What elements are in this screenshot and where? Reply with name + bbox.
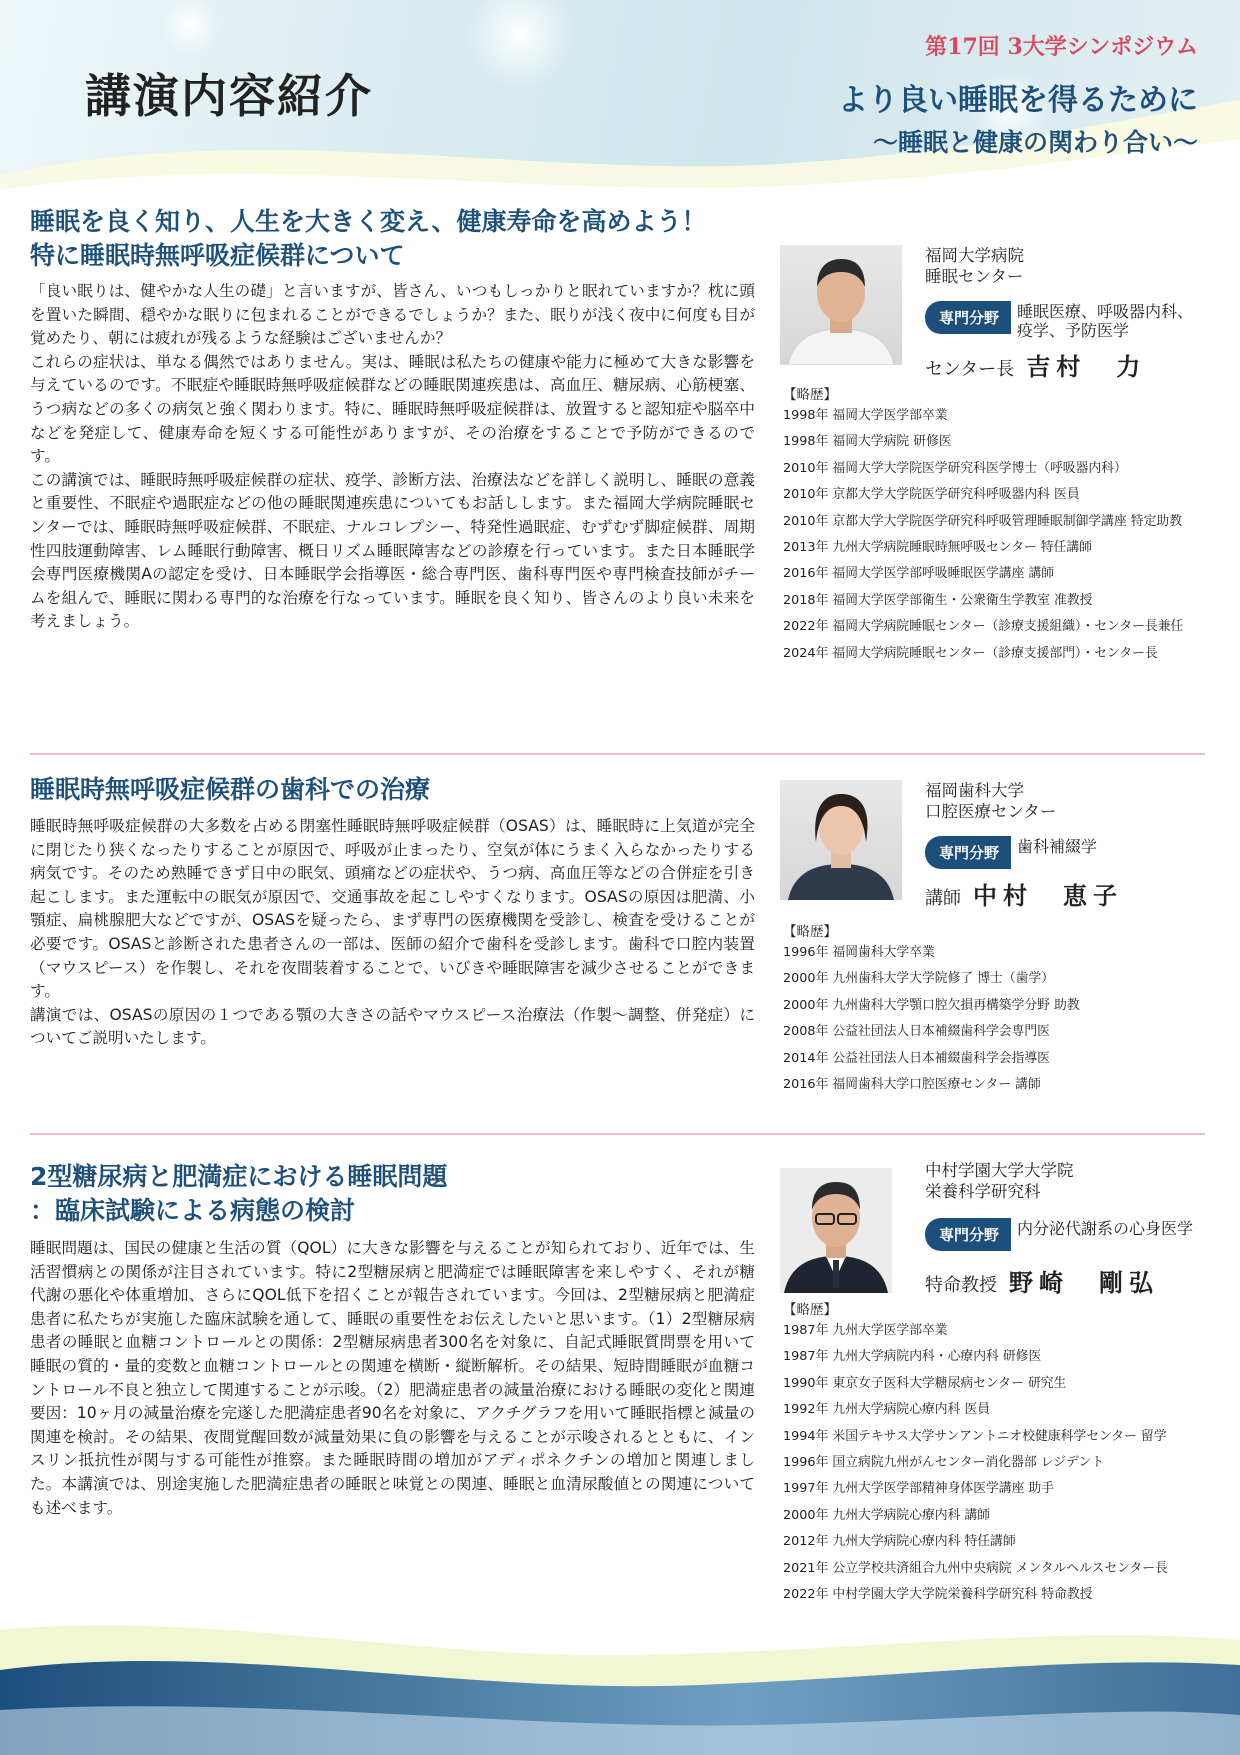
career-item: 2000年 九州歯科大学顎口腔欠損再構築学分野 助教 bbox=[783, 997, 1080, 1013]
speaker-position: センター長 bbox=[925, 359, 1015, 380]
career-item: 2016年 福岡大学医学部呼吸睡眠医学講座 講師 bbox=[783, 566, 1055, 582]
career-list bbox=[783, 403, 1183, 667]
speaker-affiliation: 福岡歯科大学 口腔医療センター bbox=[925, 781, 1057, 821]
career-item: 1998年 福岡大学病院 研修医 bbox=[783, 434, 952, 450]
career-item: 2000年 九州歯科大学大学院修了 博士（歯学） bbox=[783, 971, 1055, 987]
specialty-badge: 専門分野 bbox=[925, 1218, 1011, 1251]
career-item: 2010年 京都大学大学院医学研究科呼吸器内科 医員 bbox=[783, 487, 1080, 503]
lecture-2 bbox=[30, 773, 1210, 1093]
lecture-title: 2型糖尿病と肥満症における睡眠問題 ：臨床試験による病態の検討 bbox=[30, 1162, 448, 1225]
speaker-name: 中村 恵子 bbox=[973, 881, 1123, 910]
career-heading: 【略歴】 bbox=[783, 1302, 837, 1318]
specialty-row bbox=[925, 301, 1193, 340]
speaker-affiliation: 中村学園大学大学院 栄養科学研究科 bbox=[925, 1161, 1074, 1201]
career-item: 1994年 米国テキサス大学サンアントニオ校健康科学センター 留学 bbox=[783, 1428, 1167, 1444]
career-item: 1992年 九州大学病院心療内科 医員 bbox=[783, 1402, 991, 1418]
career-item: 2014年 公益社団法人日本補綴歯科学会指導医 bbox=[783, 1050, 1050, 1066]
career-item: 2018年 福岡大学医学部衛生・公衆衛生学教室 准教授 bbox=[783, 592, 1093, 608]
lecture-3 bbox=[30, 1160, 1210, 1603]
lecture-abstract bbox=[30, 815, 755, 1051]
career-item: 2021年 公立学校共済組合九州中央病院 メンタルヘルスセンター長 bbox=[783, 1560, 1168, 1576]
lecture-title: 睡眠時無呼吸症候群の歯科での治療 bbox=[30, 775, 431, 804]
symposium-subtitle: ～睡眠と健康の関わり合い～ bbox=[872, 128, 1198, 157]
abstract-paragraph: 睡眠問題は、国民の健康と生活の質（QOL）に大きな影響を与えることが知られており、近年では、生活習慣病との関係が注目されています。特に2型糖尿病と肥満症では睡眠障害を来しやすく、それが糖代謝の悪化や体重増加、さらにQOL低下を招くことが報告されています。今回は、2型糖尿病と肥満症患者に私たちが実施した臨床試験を通して、睡眠の重要性をお伝えしたいと思います。（1）2型糖尿病患者の睡眠と血糖コントロールとの関係：2型糖尿病患者300名を対象に、自記式睡眠質問票を用いて睡眠の質的・量的変数と血糖コントロールとの関連を横断・縦断解析。その結果、短時間睡眠が血糖コントロール不良と独立して関連することが示唆。（2）肥満症患者の減量治療における睡眠の変化と関連要因：10ヶ月の減量治療を完遂した肥満症患者90名を対象に、アクチグラフを用いて睡眠指標と減量の関連を検討。その結果、夜間覚醒回数が減量効果に負の影響を与えることが示唆されるとともに、インスリン抵抗性が関与する可能性が推察。また睡眠時間の増加がアディポネクチンの増加と関連しました。本講演では、別途実施した肥満症患者の睡眠と味覚との関連、睡眠と血清尿酸値との関連についても述べます。 bbox=[30, 1239, 755, 1517]
symposium-header bbox=[838, 30, 1198, 159]
career-list bbox=[783, 940, 1080, 1098]
speaker-name-row bbox=[925, 1263, 1159, 1298]
section-divider bbox=[30, 753, 1205, 755]
career-item: 1996年 福岡歯科大学卒業 bbox=[783, 945, 935, 960]
lecture-title: 睡眠を良く知り、人生を大きく変え、健康寿命を高めよう！ 特に睡眠時無呼吸症候群について bbox=[30, 207, 707, 270]
career-item: 2024年 福岡大学病院睡眠センター（診療支援部門）・センター長 bbox=[783, 645, 1158, 661]
symposium-title: より良い睡眠を得るために bbox=[838, 83, 1198, 118]
career-item: 2013年 九州大学病院睡眠時無呼吸センター 特任講師 bbox=[783, 540, 1092, 556]
career-heading: 【略歴】 bbox=[783, 387, 837, 403]
abstract-paragraph: この講演では、睡眠時無呼吸症候群の症状、疫学、診断方法、治療法などを詳しく説明し、睡眠の意義と重要性、不眠症や過眠症などの他の睡眠関連疾患についてもお話しします。また福岡大学病院睡眠センターでは、睡眠時無呼吸症候群、不眠症、ナルコレプシー、特発性過眠症、むずむず脚症候群、周期性四肢運動障害、レム睡眠行動障害、概日リズム睡眠障害などの診療を行っています。また日本睡眠学会専門医療機関Aの認定を受け、日本睡眠学会指導医・総合専門医、歯科専門医や専門検査技師がチームを組んで、睡眠に関わる専門的な治療を行なっています。睡眠を良く知り、皆さんのより良い未来を考えましょう。 bbox=[30, 470, 755, 631]
specialty-badge: 専門分野 bbox=[925, 301, 1011, 334]
speaker-position: 特命教授 bbox=[925, 1275, 997, 1296]
specialty-text: 内分泌代謝系の心身医学 bbox=[1017, 1219, 1194, 1238]
career-item: 2008年 公益社団法人日本補綴歯科学会専門医 bbox=[783, 1024, 1050, 1040]
specialty-text: 歯科補綴学 bbox=[1017, 837, 1098, 856]
specialty-row bbox=[925, 1218, 1193, 1251]
abstract-paragraph: これらの症状は、単なる偶然ではありません。実は、睡眠は私たちの健康や能力に極めて大きな影響を与えているのです。不眠症や睡眠時無呼吸症候群などの睡眠関連疾患は、高血圧、糖尿病、心筋梗塞、うつ病などの多くの病気と強く関わります。特に、睡眠時無呼吸症候群は、放置すると認知症や脳卒中などを発症して、健康寿命を短くする可能性がありますが、その治療をすることで予防ができるのです。 bbox=[30, 352, 755, 466]
career-item: 2022年 福岡大学病院睡眠センター（診療支援組織）・センター長兼任 bbox=[783, 619, 1184, 635]
specialty-row bbox=[925, 836, 1097, 869]
specialty-badge: 専門分野 bbox=[925, 836, 1011, 869]
page-title: 講演内容紹介 bbox=[85, 69, 373, 123]
abstract-paragraph: 睡眠時無呼吸症候群の大多数を占める閉塞性睡眠時無呼吸症候群（OSAS）は、睡眠時に上気道が完全に閉じたり狭くなったりすることが原因で、呼吸が止まったり、空気が体にうまく入らなかったりする病気です。そのため熟睡できず日中の眠気、頭痛などの症状や、うつ病、高血圧等などの合併症を引き起こします。また運転中の眠気が原因で、交通事故を起こしやすくなります。OSASの原因は肥満、小顎症、扁桃腺肥大などですが、OSASを疑ったら、まず専門の医療機関を受診し、検査を受けることが必要です。OSASと診断された患者さんの一部は、医師の紹介で歯科を受診します。歯科で口腔内装置（マウスピース）を作製し、それを夜間装着することで、いびきや睡眠障害を減少させることができます。 bbox=[30, 817, 755, 1001]
symposium-label: 第17回 3大学シンポジウム bbox=[925, 34, 1198, 60]
career-item: 1996年 国立病院九州がんセンター消化器部 レジデント bbox=[783, 1455, 1105, 1471]
speaker-position: 講師 bbox=[925, 888, 961, 909]
speaker-name-row bbox=[925, 876, 1123, 911]
specialty-text: 睡眠医療、呼吸器内科、 疫学、予防医学 bbox=[1017, 302, 1194, 340]
section-divider bbox=[30, 1133, 1205, 1135]
career-item: 2022年 中村学園大学大学院栄養科学研究科 特命教授 bbox=[783, 1587, 1093, 1603]
career-item: 1987年 九州大学病院内科・心療内科 研修医 bbox=[783, 1349, 1042, 1365]
career-item: 1987年 九州大学医学部卒業 bbox=[783, 1323, 948, 1338]
speaker-name: 吉村 力 bbox=[1026, 352, 1147, 381]
career-item: 1998年 福岡大学医学部卒業 bbox=[783, 408, 948, 423]
speaker-photo bbox=[780, 1168, 892, 1293]
speaker-photo bbox=[780, 780, 902, 900]
lecture-1 bbox=[30, 205, 1210, 661]
career-item: 2016年 福岡歯科大学口腔医療センター 講師 bbox=[783, 1077, 1041, 1093]
career-item: 1997年 九州大学医学部精神身体医学講座 助手 bbox=[783, 1481, 1055, 1497]
abstract-paragraph: 「良い眠りは、健やかな人生の礎」と言いますが、皆さん、いつもしっかりと眠れていますか？枕に頭を置いた瞬間、穏やかな眠りに包まれることができるでしょうか？また、眠りが浅く夜中に何度も目が覚めたり、朝には疲れが残るような経験はございませんか？ bbox=[30, 282, 755, 348]
abstract-paragraph: 講演では、OSASの原因の１つである顎の大きさの話やマウスピース治療法（作製～調整、併発症）についてご説明いたします。 bbox=[30, 1005, 755, 1048]
speaker-affiliation: 福岡大学病院 睡眠センター bbox=[925, 246, 1024, 286]
lecture-abstract bbox=[30, 1237, 755, 1520]
speaker-photo bbox=[780, 245, 902, 365]
career-item: 1990年 東京女子医科大学糖尿病センター 研究生 bbox=[783, 1375, 1067, 1391]
career-item: 2010年 福岡大学大学院医学研究科医学博士（呼吸器内科） bbox=[783, 460, 1127, 476]
career-item: 2010年 京都大学大学院医学研究科呼吸管理睡眠制御学講座 特定助教 bbox=[783, 513, 1183, 529]
lecture-abstract bbox=[30, 280, 755, 634]
career-list bbox=[783, 1318, 1168, 1608]
speaker-name: 野崎 剛弘 bbox=[1009, 1268, 1159, 1297]
speaker-name-row bbox=[925, 347, 1146, 382]
career-item: 2000年 九州大学病院心療内科 講師 bbox=[783, 1507, 991, 1523]
career-item: 2012年 九州大学病院心療内科 特任講師 bbox=[783, 1534, 1016, 1550]
footer-wave bbox=[0, 1600, 1240, 1755]
career-heading: 【略歴】 bbox=[783, 924, 837, 940]
